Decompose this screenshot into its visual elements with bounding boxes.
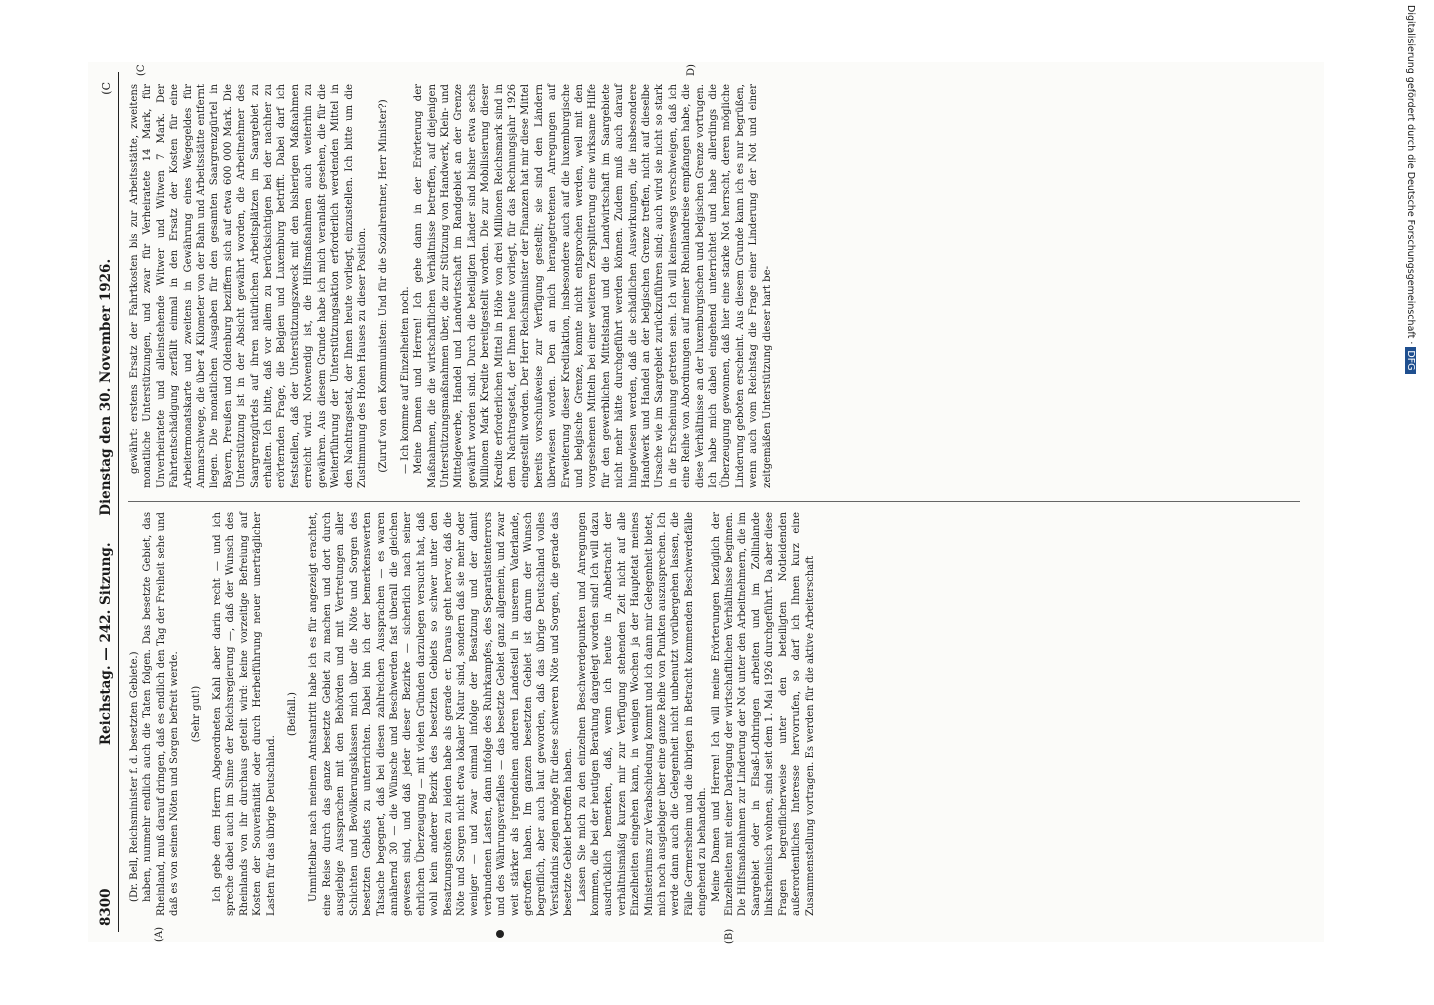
right-text-column (128, 84, 774, 488)
header-center (98, 72, 114, 932)
paragraph: Lassen Sie mich zu den einzelnen Beschwerdepunkten und Anregungen kommen, die bei der heutigen Beratung dargelegt worden sind! Ich will dazu ausdrücklich bemerken, daß, wenn ich heute in Anbetracht der verhältnismäßig kurzen mir zur Verfügung stehenden Zeit nicht auf alle Einzelheiten eingehen kann, in wenigen Wochen ja der Hauptetat meines Ministeriums zur Verabschiedung kommt und ich dann mir Gelegenheit bietet, mich noch ausgiebiger über eine ganze Reihe von Punkten auszusprechen. Ich werde dann auch die Gelegenheit nicht unbenutzt vorübergehen lassen, die Fälle Germersheim und die übrigen in Betracht kommenden Beschwerdefälle eingehend zu behandeln. (576, 512, 709, 916)
column-rule (128, 501, 1300, 502)
interjection: (Beifall.) (287, 692, 299, 736)
paragraph: (Dr. Bell, Reichsminister f. d. besetzten Gebiete.) (129, 651, 140, 902)
paragraph: haben, nunmehr endlich auch die Taten folgen. Das besetzte Gebiet, das Rheinland, muß darauf dringen, daß es endlich den Tag der Freiheit sehe und daß es von seinen Nöten und Sorgen befreit werde. (142, 512, 181, 916)
running-header (96, 72, 119, 932)
margin-letter-a: (A) (154, 926, 165, 942)
header-margin-mark: (C (100, 82, 113, 95)
margin-letter-d: D) (686, 64, 697, 76)
interjection: (Sehr gut!) (190, 685, 202, 743)
paragraph: Unmittelbar nach meinem Amtsantritt habe ich es für angezeigt erachtet, eine Reise durch das ganze besetzte Gebiet zu machen und dort durch ausgiebige Aussprachen mit den Behörden und mit Vertretungen aller Schichten und Bevölkerungsklassen mich über die Nöte und Sorgen des besetzten Gebiets zu unterrichten. Dabei bin ich der bemerkenswerten Tatsache begegnet, daß bei diesen zahlreichen Aussprachen — es waren annähernd 30 — die Wünsche und Beschwerden fast überall die gleichen gewesen sind, und daß jeder dieser Bezirke — sicherlich nach seiner ehrlichen Überzeugung — mit vielen Gründen darzulegen versucht hat, daß wohl kein anderer Bezirk des besetzten Gebiets so schwer unter den Besatzungsnöten zu leiden habe als gerade er. Daraus geht hervor, daß die Nöte und Sorgen nicht etwa lokaler Natur sind, sondern daß sie mehr oder weniger — und zwar einmal infolge der Besatzung und der damit verbundenen Lasten, dann infolge des Ruhrkampfes, des Separatistenterrors und des Währungsverfalles — das besetzte Gebiet ganz allgemein, und zwar weit stärker als irgendeinen anderen Landesteil in unserem Vaterlande, getroffen haben. Im ganzen besetzten Gebiet ist darum der Wunsch begreiflich, aber auch laut geworden, daß das übrige Deutschland volles Verständnis zeigen möge für diese schweren Nöte und Sorgen, die gerade das besetzte Gebiet betroffen haben. (308, 512, 575, 916)
paragraph: Ich gebe dem Herrn Abgeordneten Kahl aber darin recht — und ich spreche dabei auch im Sinne der Reichsregierung —, daß der Wunsch des Rheinlands von ihr durchaus geteilt wird: keine vorzeitige Befreiung auf Kosten der Souveränität oder durch Herbeiführung neuer unerträglicher Lasten für das übrige Deutschland. (212, 512, 277, 916)
interjection: (Zuruf von den Kommunisten: Und für die Sozialrentner, Herr Minister?) (378, 99, 390, 473)
paragraph: Meine Damen und Herren! Ich will meine Erörterungen bezüglich der Einzelheiten mit einer Darlegung der wirtschaftlichen Verhältnisse beginnen. Die Hilfsmaßnahmen zur Linderung der Not unter den Arbeitnehmern, die im Saargebiet oder in Elsaß-Lothringen arbeiten und im Zollinlande linksrheinisch wohnen, sind seit dem 1. Mai 1926 durchgeführt. Da aber diese Fragen begreiflicherweise unter den beteiligten Notleidenden außerordentliches Interesse hervorrufen, so darf ich Ihnen kurz eine Zusammenstellung vortragen. Es werden für die aktive Arbeiterschaft (710, 512, 816, 916)
paragraph: — Ich komme auf Einzelheiten noch. (399, 286, 411, 474)
dfg-logo: DFG (1405, 347, 1416, 373)
paragraph: Meine Damen und Herren! Ich gehe dann in der Erörterung der Maßnahmen, die die wirtschaftlichen Verhältnisse betreffen, auf diejenigen Unterstützungsmaßnahmen über, die zur Stützung von Handwerk, Klein- und Mittelgewerbe, Handel und Landwirtschaft im Randgebiet an der Grenze gewährt worden sind. Durch die beteiligten Länder sind bisher etwa sechs Millionen Mark Kredite bereitgestellt worden. Die zur Mobilisierung dieser Kredite erforderlichen Mittel in Höhe von drei Millionen Reichsmark sind in dem Nachtragsetat, der Ihnen heute vorliegt, für das Rechnungsjahr 1926 eingestellt worden. Der Herr Reichsminister der Finanzen hat mir diese Mittel bereits vorschußweise zur Verfügung gestellt; sie sind den Ländern überwiesen worden. Den an mich herangetretenen Anregungen auf Erweiterung dieser Kreditaktion, insbesondere auch auf die luxemburgische und belgische Grenze, konnte nicht entsprochen werden, weil mit den vorgesehenen Mitteln bei einer weiteren Zersplitterung eine wirksame Hilfe für den gewerblichen Mittelstand und die Landwirtschaft im Saargebiete nicht mehr hätte durchgeführt werden können. Zudem muß auch darauf hingewiesen werden, daß die schädlichen Auswirkungen, die insbesondere Handwerk und Handel an der belgischen Grenze treffen, nicht auf dieselbe Ursache wie im Saargebiet zurückzuführen sind; auch wird sie nicht so stark in die Erscheinung getreten sein. Ich will keineswegs verschweigen, daß ich eine Reihe von Abordnungen auf meiner Rheinlandreise empfangen habe, die diese Verhältnisse an der luxemburgischen und belgischen Grenze vortrugen. Ich habe mich dabei eingehend unterrichtet und habe allerdings die Überzeugung gewonnen, daß hier eine starke Not herrscht, deren mögliche Linderung geboten erscheint. Aus diesem Grunde kann ich es nur begrüßen, wenn auch vom Reichstag die Frage einer Linderung der Not und einer zeitgemäßen Unterstützung dieser hart be- (413, 84, 773, 488)
binding-hole-mark (496, 930, 504, 938)
margin-letter-c: (C (136, 64, 147, 76)
session-title: Reichstag. — 242. Sitzung. (98, 542, 114, 746)
left-text-column (128, 512, 817, 916)
margin-letter-b: (B) (724, 928, 735, 944)
page-number: 8300 (98, 888, 114, 926)
paragraph: gewährt: erstens Ersatz der Fahrtkosten bis zur Arbeitsstätte, zweitens monatliche Unterstützungen, und zwar für Verheiratete 14 Mark, für Unverheiratete und alleinstehende Witwer und Witwen 7 Mark. Der Fahrtentschädigung zerfällt einmal in den Ersatz der Kosten für eine Arbeitermonatskarte und zweitens in Gewährung eines Wegegeldes für Anmarschwege, die über 4 Kilometer von der Bahn und Arbeitsstätte entfernt liegen. Die monatlichen Ausgaben für den gesamten Saargrenzgürtel in Bayern, Preußen und Oldenburg beziffern sich auf etwa 600 000 Mark. Die Unterstützung ist in der Absicht gewährt worden, die Arbeitnehmer des Saargrenzgürtels auf ihren natürlichen Arbeitsplätzen im Saargebiet zu erhalten. Ich bitte, daß vor allem zu berücksichtigen bei der nachher zu erörternden Frage, die Belgien und Luxemburg betrifft. Dabei darf ich feststellen, daß der Unterstützungszweck mit den bisherigen Maßnahmen erreicht wird. Notwendig ist, die Hilfsmaßnahmen auch weiterhin zu gewähren. Aus diesem Grunde habe ich mich veranlaßt gesehen, die für die Weiterführung der Unterstützungsaktion erforderlich werdenden Mittel in den Nachtragsetat, der Ihnen heute vorliegt, einzustellen. Ich bitte um die Zustimmung des Hohen Hauses zu dieser Position. (129, 84, 368, 488)
scanned-page (88, 62, 1324, 942)
rotated-page (96, 64, 1316, 944)
funding-text: Digitalisierung gefördert durch die Deutsche Forschungsgemeinschaft (1405, 5, 1416, 339)
session-date: Dienstag den 30. November 1926. (98, 258, 114, 516)
funding-note: Digitalisierung gefördert durch die Deutsche Forschungsgemeinschaft · DFG (1405, 5, 1416, 1005)
